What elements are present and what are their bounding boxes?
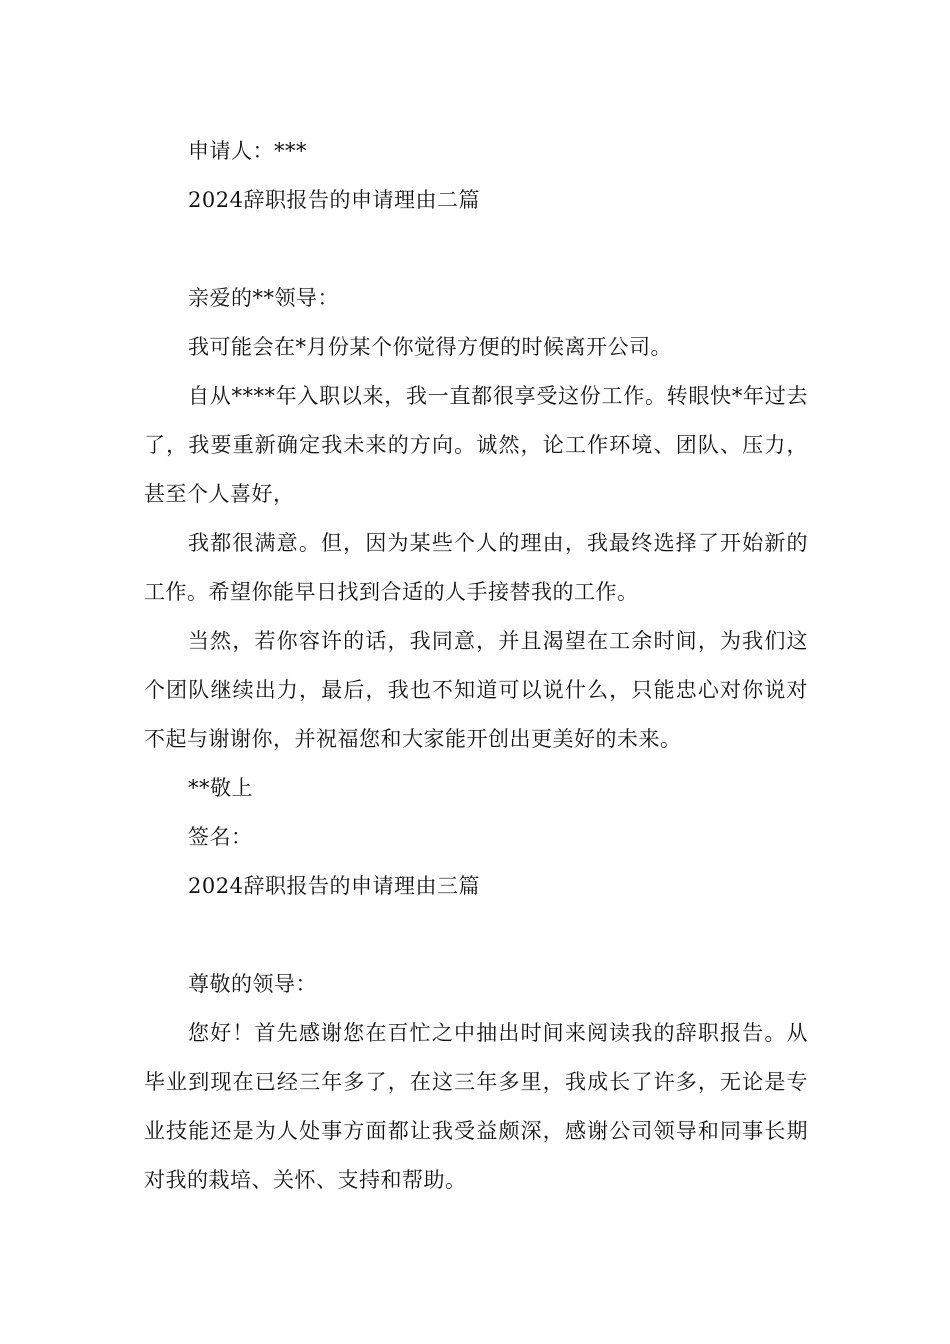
section3-heading: 2024辞职报告的申请理由三篇	[188, 874, 480, 898]
document-body	[144, 127, 808, 1205]
section3-paragraph: 您好！首先感谢您在百忙之中抽出时间来阅读我的辞职报告。从毕业到现在已经三年多了，在这三年多里，我成长了许多，无论是专业技能还是为人处事方面都让我受益颇深，感谢公司领导和同事长期对我的栽培、关怀、支持和帮助。	[144, 1021, 808, 1192]
section2-closing: **敬上	[188, 776, 253, 800]
blank-line	[144, 225, 808, 274]
section2-paragraph: 自从****年入职以来，我一直都很享受这份工作。转眼快*年过去了，我要重新确定我未来的方向。诚然，论工作环境、团队、压力，甚至个人喜好，	[144, 384, 808, 506]
blank-line	[144, 911, 808, 960]
applicant-line: 申请人：***	[188, 139, 307, 163]
section2-paragraph: 我都很满意。但，因为某些个人的理由，我最终选择了开始新的工作。希望你能早日找到合适的人手接替我的工作。	[144, 531, 808, 604]
section2-heading: 2024辞职报告的申请理由二篇	[188, 188, 480, 212]
section2-signature-label: 签名：	[188, 825, 253, 849]
section2-salutation: 亲爱的**领导：	[188, 286, 339, 310]
section2-paragraph: 当然，若你容许的话，我同意，并且渴望在工余时间，为我们这个团队继续出力，最后，我也不知道可以说什么，只能忠心对你说对不起与谢谢你，并祝福您和大家能开创出更美好的未来。	[144, 629, 808, 751]
section2-paragraph: 我可能会在*月份某个你觉得方便的时候离开公司。	[188, 335, 672, 359]
section3-salutation: 尊敬的领导：	[188, 972, 317, 996]
